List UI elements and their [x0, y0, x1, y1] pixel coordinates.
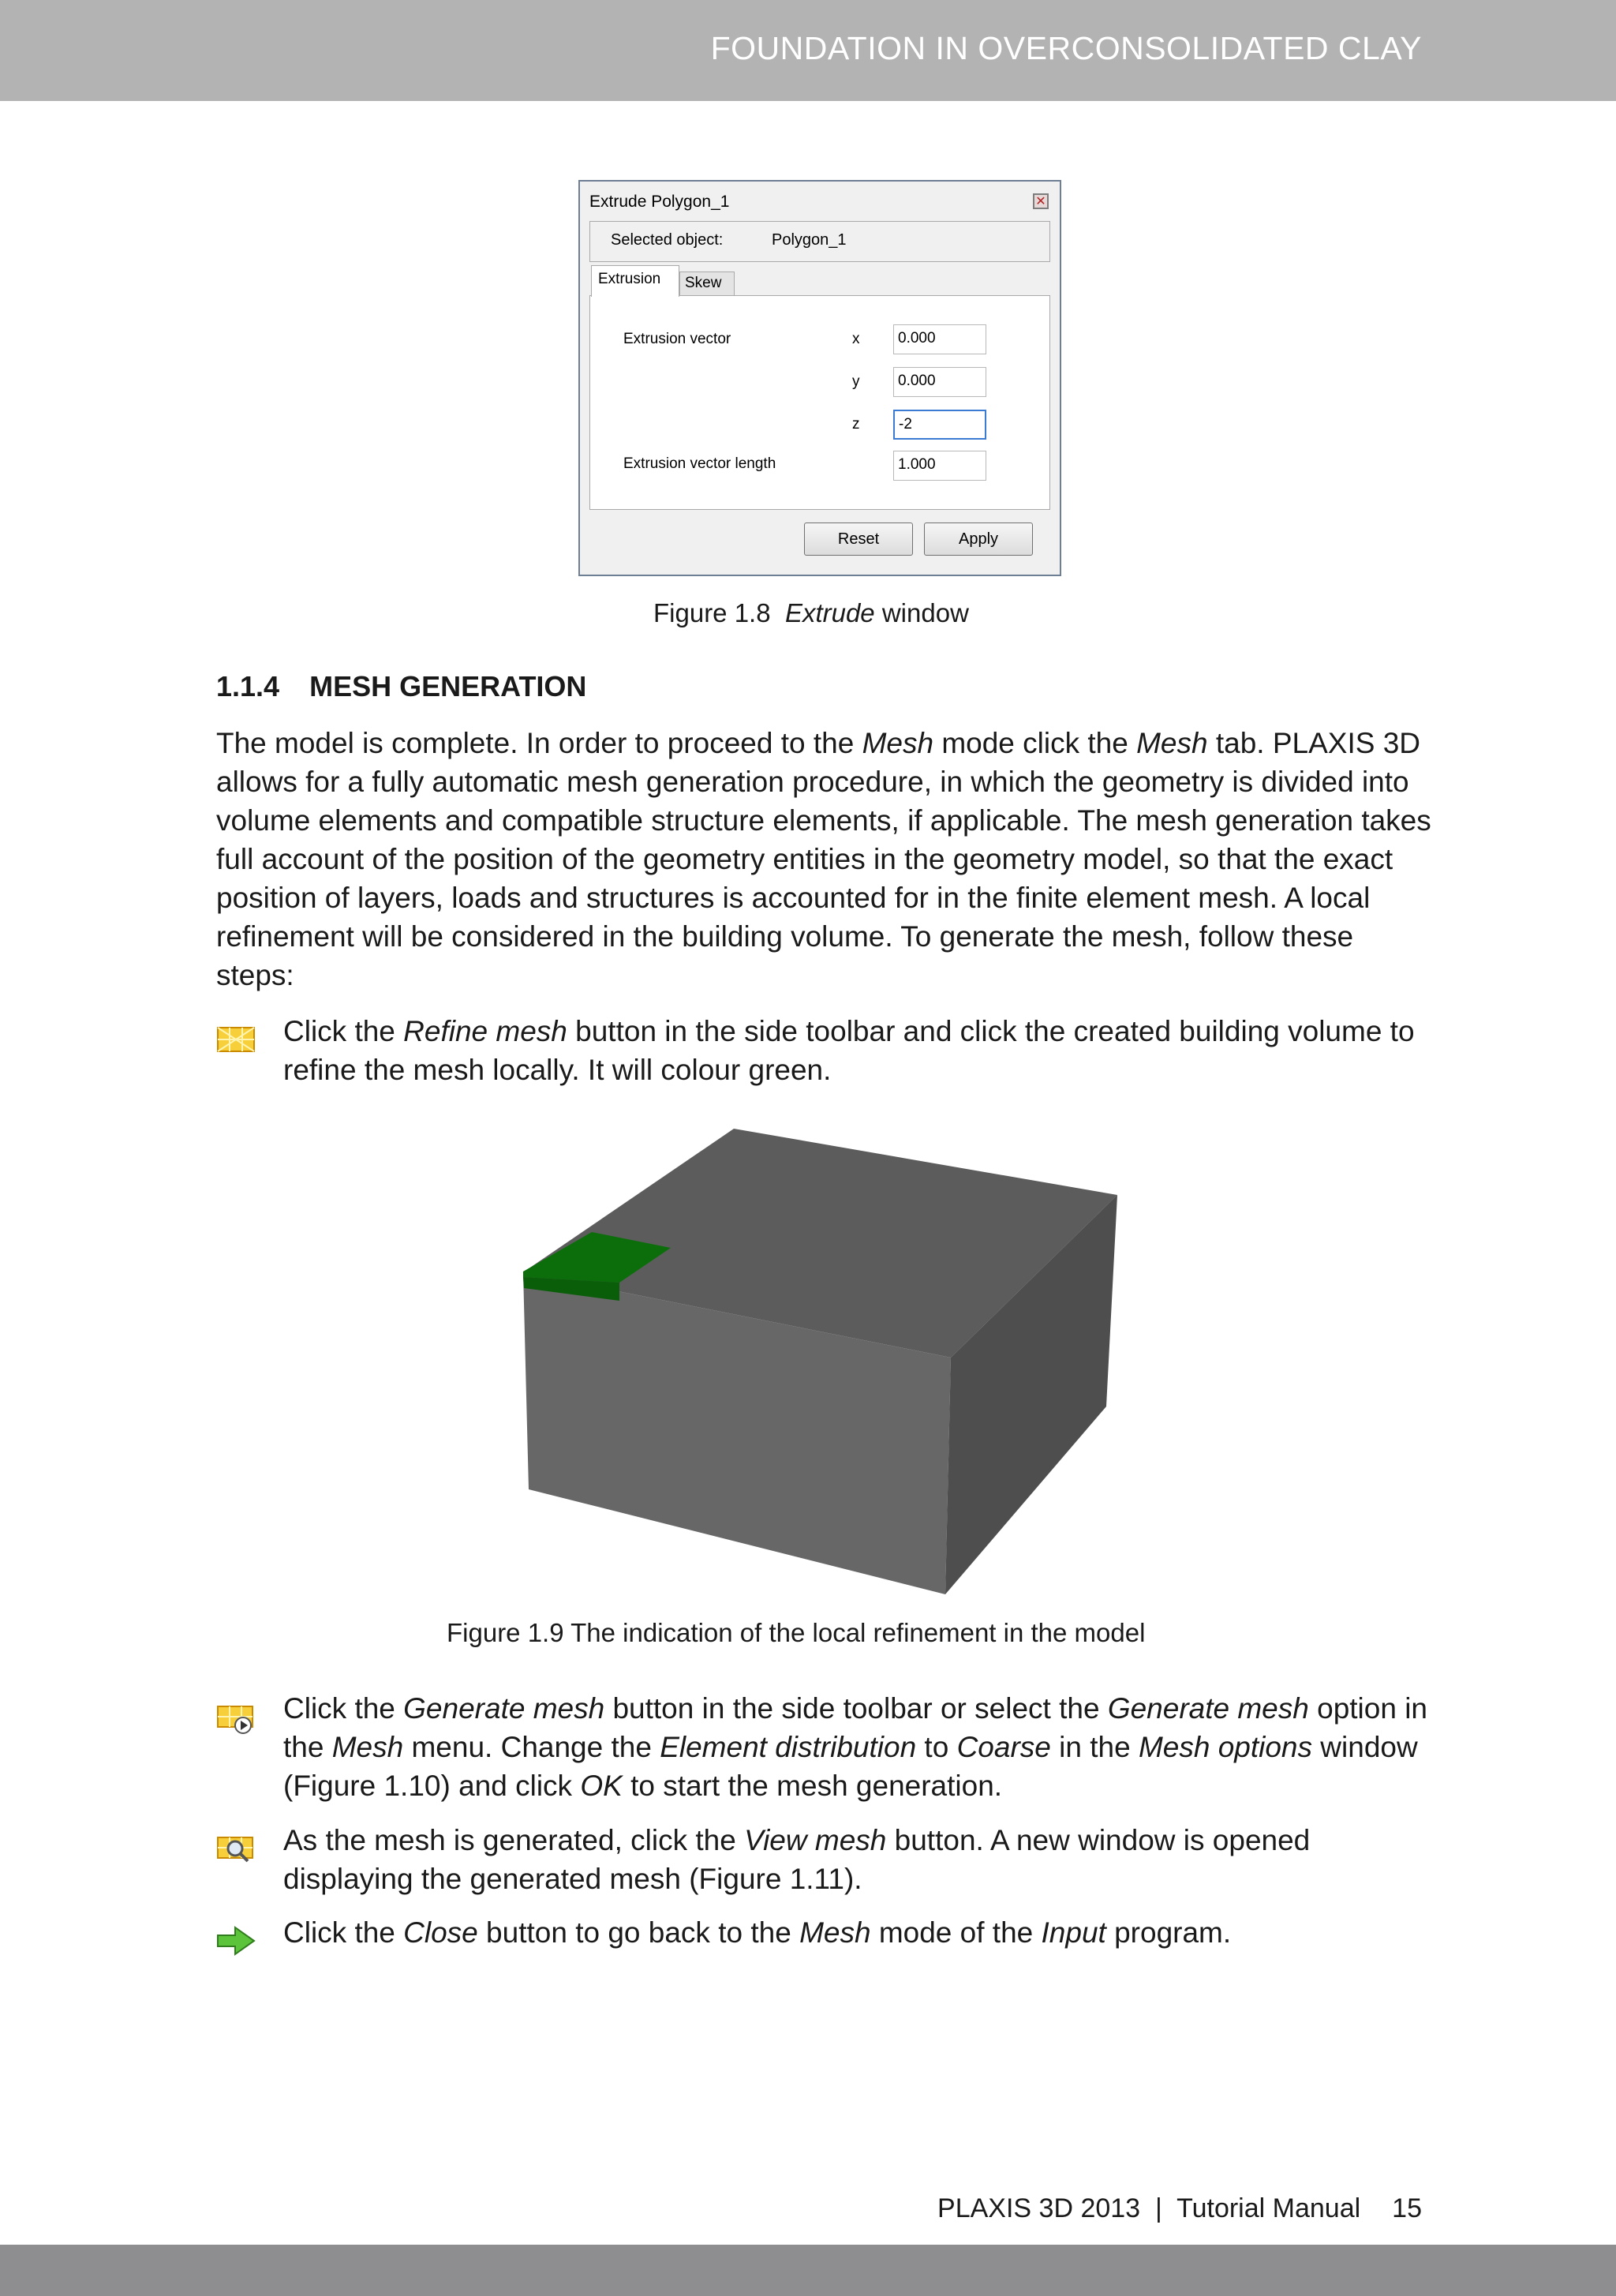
tab-skew[interactable]: Skew — [679, 272, 735, 295]
close-arrow-icon — [216, 1924, 257, 1957]
intro-paragraph: The model is complete. In order to proceed to the Mesh mode click the Mesh tab. PLAXIS 3D allows for a fully automatic mesh generation procedure, in which the geometry is divided into volume elements and compatible structure elements, if applicable. The mesh generation takes full account of the position of the geometry entities in the geometry model, so that the exact position of layers, loads and structures is accounted for in the finite element mesh. A local refinement will be considered in the building volume. To generate the mesh, follow these steps: — [216, 727, 1431, 991]
selected-object-row — [589, 221, 1050, 262]
footer-bar — [0, 2245, 1616, 2296]
axis-y-label: y — [852, 373, 860, 390]
refine-mesh-icon — [216, 1023, 257, 1056]
generate-mesh-icon — [216, 1702, 257, 1735]
close-icon[interactable]: ✕ — [1033, 193, 1049, 209]
axis-x-label: x — [852, 331, 860, 347]
view-mesh-icon — [216, 1833, 257, 1866]
selected-object-value: Polygon_1 — [772, 231, 847, 249]
reset-button[interactable]: Reset — [804, 522, 913, 556]
page-footer — [937, 2193, 1422, 2224]
dialog-title: Extrude Polygon_1 — [589, 193, 730, 211]
extrusion-z-input[interactable]: -2 — [893, 410, 986, 440]
extrusion-vector-label: Extrusion vector — [623, 331, 731, 347]
page-number: 15 — [1392, 2193, 1422, 2223]
section-title: MESH GENERATION — [309, 670, 587, 702]
section-heading — [216, 670, 586, 703]
tab-extrusion[interactable]: Extrusion — [591, 265, 679, 297]
footer-product: PLAXIS 3D 2013 | Tutorial Manual — [937, 2193, 1361, 2223]
extrusion-panel — [589, 295, 1050, 510]
figure-emphasis: Extrude — [784, 598, 875, 627]
figure-caption-text: window — [874, 598, 969, 627]
apply-button[interactable]: Apply — [924, 522, 1033, 556]
refined-model-figure — [505, 1121, 1136, 1602]
extrude-dialog — [578, 180, 1061, 576]
extrusion-y-input[interactable]: 0.000 — [893, 367, 986, 397]
section-number: 1.1.4 — [216, 670, 280, 702]
step-generate-mesh: Click the Generate mesh button in the side toolbar or select the Generate mesh option in the Mesh menu. Change the Element distribution to Coarse in the Mesh options window (Figure 1.10) and click OK to start the mesh generation. — [283, 1692, 1428, 1802]
step-view-mesh: As the mesh is generated, click the View mesh button. A new window is opened displaying the generated mesh (Figure 1.11). — [283, 1824, 1311, 1895]
step-close: Click the Close button to go back to the Mesh mode of the Input program. — [283, 1916, 1232, 1949]
selected-object-label: Selected object: — [611, 231, 724, 249]
header-title: FOUNDATION IN OVERCONSOLIDATED CLAY — [710, 30, 1422, 66]
step-refine-mesh: Click the Refine mesh button in the side toolbar and click the created building volume to refine the mesh locally. It will colour green. — [283, 1015, 1415, 1086]
figure-1-8-caption — [653, 598, 969, 628]
figure-1-9-caption: Figure 1.9 The indication of the local refinement in the model — [447, 1618, 1146, 1647]
extrusion-length-label: Extrusion vector length — [623, 455, 776, 472]
page-header — [0, 0, 1616, 101]
figure-number: Figure 1.8 — [653, 598, 771, 627]
extrusion-length-input[interactable]: 1.000 — [893, 451, 986, 481]
extrusion-x-input[interactable]: 0.000 — [893, 324, 986, 354]
axis-z-label: z — [852, 416, 860, 433]
